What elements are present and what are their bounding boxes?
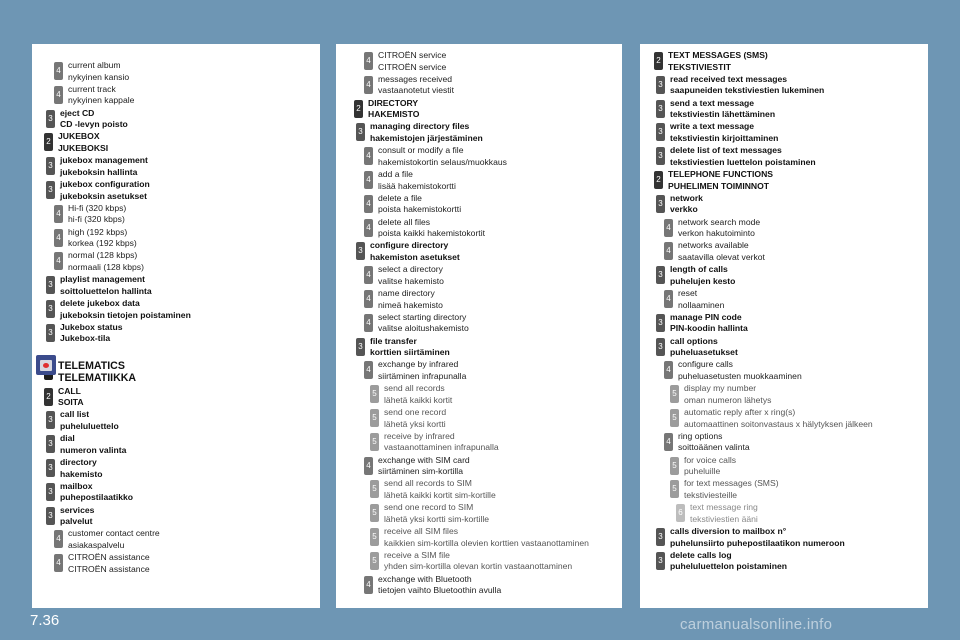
menu-column-3 (640, 44, 928, 608)
menu-item-label (384, 383, 452, 406)
label-fi: asiakaspalvelu (68, 540, 125, 551)
menu-item-label (670, 264, 735, 287)
label-en: call options (670, 335, 718, 346)
level-badge: 3 (656, 314, 665, 332)
level-badge: 3 (656, 123, 665, 141)
level-badge: 5 (670, 457, 679, 475)
label-fi: jukeboksin asetukset (60, 190, 147, 201)
label-en: DIRECTORY (368, 97, 419, 108)
label-en: messages received (378, 73, 453, 84)
label-fi: valitse aloitushakemisto (378, 323, 469, 334)
label-en: write a text message (670, 121, 755, 132)
label-en: eject CD (60, 107, 95, 118)
label-fi: PUHELIMEN TOIMINNOT (668, 180, 770, 191)
label-en: Jukebox status (60, 321, 123, 332)
menu-item-label (384, 407, 446, 430)
level-badge: 3 (656, 147, 665, 165)
label-en: current album (68, 60, 121, 70)
menu-item-label (378, 574, 501, 597)
level-badge: 3 (46, 110, 55, 128)
label-fi: normaali (128 kbps) (68, 261, 144, 272)
level-badge: 3 (656, 195, 665, 213)
label-fi: CITROËN assistance (68, 563, 150, 574)
menu-item-label (678, 359, 802, 382)
menu-item-label (670, 74, 824, 97)
label-fi: lisää hakemistokortti (378, 180, 456, 191)
menu-item-label (378, 145, 507, 168)
label-en: text message ring (690, 502, 758, 513)
label-en: TELEPHONE FUNCTIONS (668, 169, 774, 179)
menu-item-label (678, 431, 750, 454)
menu-item-label (60, 179, 150, 202)
menu-item-label (60, 433, 126, 456)
label-en: send one record (384, 407, 447, 417)
level-badge: 4 (664, 219, 673, 237)
menu-item-label (384, 431, 499, 454)
label-en: Hi-fi (320 kbps) (68, 202, 127, 213)
label-fi: vastaanotetut viestit (378, 85, 454, 96)
menu-item-label (378, 264, 444, 287)
label-en: delete calls log (670, 549, 732, 560)
label-fi: poista hakemistokortti (378, 204, 462, 215)
label-fi: numeron valinta (60, 444, 127, 455)
label-en: managing directory files (370, 121, 470, 132)
label-en: networks available (678, 240, 749, 251)
menu-item-label (384, 526, 589, 549)
menu-item-label (670, 526, 845, 549)
level-badge: 4 (364, 361, 373, 379)
level-badge: 3 (46, 483, 55, 501)
label-en: automatic reply after x ring(s) (684, 407, 796, 417)
label-fi: verkon hakutoiminto (678, 228, 755, 239)
label-en: call list (60, 409, 90, 420)
label-fi: puheluasetukset (670, 347, 738, 358)
menu-item-label (670, 121, 778, 144)
label-en: exchange with Bluetooth (378, 573, 472, 584)
level-badge: 4 (54, 229, 63, 247)
menu-item-label (384, 502, 489, 525)
label-en: high (192 kbps) (68, 226, 128, 237)
menu-item-label (684, 478, 779, 501)
label-en: configure directory (370, 240, 449, 251)
level-badge: 4 (364, 219, 373, 237)
label-fi: hakemistojen järjestäminen (370, 132, 483, 143)
menu-item-label (378, 312, 469, 335)
menu-item-label (58, 360, 136, 384)
level-badge: 3 (656, 266, 665, 284)
level-badge: 4 (364, 171, 373, 189)
level-badge: 4 (664, 361, 673, 379)
label-en: read received text messages (670, 73, 788, 84)
menu-item-label (384, 550, 572, 573)
label-fi: siirtäminen infrapunalla (378, 370, 467, 381)
level-badge: 4 (364, 147, 373, 165)
level-badge: 4 (364, 457, 373, 475)
watermark: carmanualsonline.info (680, 616, 833, 633)
level-badge: 5 (370, 433, 379, 451)
level-badge: 3 (46, 181, 55, 199)
menu-item-label (678, 288, 724, 311)
label-fi: TEKSTIVIESTIT (668, 61, 732, 72)
label-en: add a file (378, 169, 413, 179)
label-fi: lähetä yksi kortti sim-kortille (384, 513, 490, 524)
menu-item-label (68, 60, 129, 83)
label-fi: tekstiviestin kirjoittaminen (670, 132, 779, 143)
label-en: JUKEBOX (58, 131, 100, 142)
menu-item-label (684, 407, 873, 430)
label-fi: korttien siirtäminen (370, 347, 450, 358)
label-fi: korkea (192 kbps) (68, 238, 137, 249)
level-badge: 4 (664, 433, 673, 451)
menu-item-label (368, 98, 419, 121)
menu-item-label (60, 298, 191, 321)
menu-item-label (68, 528, 160, 551)
level-badge: 5 (370, 409, 379, 427)
label-en: TELEMATICS (58, 359, 125, 372)
label-fi: yhden sim-kortilla olevan kortin vastaanottaminen (384, 561, 573, 572)
label-en: ring options (678, 430, 723, 441)
label-fi: puheluluettelon poistaminen (670, 561, 787, 572)
menu-column-2 (336, 44, 622, 608)
label-fi: nykyinen kappale (68, 95, 135, 106)
menu-item-label (68, 250, 144, 273)
label-en: receive a SIM file (384, 549, 450, 560)
label-fi: CITROËN service (378, 61, 447, 72)
label-fi: JUKEBOKSI (58, 142, 109, 153)
label-en: select starting directory (378, 311, 467, 322)
label-en: exchange with SIM card (378, 454, 470, 465)
menu-item-label (60, 505, 94, 528)
label-en: normal (128 kbps) (68, 250, 138, 261)
label-en: for text messages (SMS) (684, 478, 779, 489)
menu-item-label (60, 322, 123, 345)
label-en: receive all SIM files (384, 526, 459, 536)
label-en: jukebox management (60, 155, 148, 166)
level-badge: 4 (54, 62, 63, 80)
menu-item-label (378, 50, 446, 73)
level-badge: 3 (46, 157, 55, 175)
label-en: select a directory (378, 264, 443, 275)
level-badge: 3 (46, 324, 55, 342)
menu-item-label (370, 240, 460, 263)
level-badge: 3 (656, 76, 665, 94)
label-en: TEXT MESSAGES (SMS) (668, 50, 768, 60)
level-badge: 2 (44, 133, 53, 151)
label-en: network search mode (678, 216, 761, 227)
label-en: delete a file (378, 192, 422, 203)
menu-item-label (60, 274, 152, 297)
label-fi: saatavilla olevat verkot (678, 251, 765, 262)
label-fi: hakemisto (60, 468, 103, 479)
label-en: delete jukebox data (60, 298, 140, 308)
level-badge: 6 (676, 504, 685, 522)
menu-item-label (684, 455, 736, 478)
label-en: delete list of text messages (670, 145, 782, 156)
menu-item-label (378, 455, 470, 478)
level-badge: 4 (54, 86, 63, 104)
menu-item-label (68, 552, 150, 575)
level-badge: 4 (54, 554, 63, 572)
level-badge: 5 (670, 409, 679, 427)
level-badge: 5 (370, 552, 379, 570)
label-en: length of calls (670, 264, 728, 275)
label-fi: puheluluettelo (60, 421, 119, 432)
label-fi: valitse hakemisto (378, 275, 444, 286)
level-badge: 5 (670, 480, 679, 498)
menu-item-label (690, 502, 758, 525)
menu-item-label (60, 155, 148, 178)
level-badge: 3 (46, 411, 55, 429)
menu-item-label (384, 478, 496, 501)
level-badge: 5 (370, 385, 379, 403)
menu-item-label (668, 50, 768, 73)
label-fi: vastaanottaminen infrapunalla (384, 442, 499, 453)
label-en: dial (60, 433, 75, 444)
menu-item-label (60, 457, 103, 480)
label-fi: nykyinen kansio (68, 71, 130, 82)
label-en: exchange by infrared (378, 359, 459, 370)
label-en: receive by infrared (384, 430, 455, 441)
menu-item-label (670, 145, 816, 168)
level-badge: 4 (54, 205, 63, 223)
menu-item-label (378, 288, 443, 311)
label-fi: oman numeron lähetys (684, 394, 772, 405)
label-en: directory (60, 457, 97, 468)
label-fi: lähetä kaikki kortit sim-kortille (384, 489, 496, 500)
level-badge: 5 (370, 528, 379, 546)
label-fi: soittoluettelon hallinta (60, 285, 152, 296)
label-fi: PIN-koodin hallinta (670, 323, 748, 334)
label-en: calls diversion to mailbox n° (670, 526, 787, 536)
menu-item-label (678, 240, 765, 263)
level-badge: 3 (46, 435, 55, 453)
menu-item-label (58, 131, 108, 154)
label-fi: jukeboksin hallinta (60, 166, 138, 177)
menu-item-label (60, 409, 119, 432)
label-fi: kaikkien sim-kortilla olevien korttien vastaanottaminen (384, 537, 589, 548)
level-badge: 4 (54, 530, 63, 548)
level-badge: 3 (656, 528, 665, 546)
level-badge: 4 (364, 52, 373, 70)
level-badge: 2 (44, 388, 53, 406)
label-en: display my number (684, 383, 757, 394)
label-fi: SOITA (58, 397, 84, 408)
level-badge: 3 (356, 338, 365, 356)
label-fi: puhelujen kesto (670, 275, 736, 286)
menu-item-label (378, 359, 466, 382)
label-fi: hakemiston asetukset (370, 251, 460, 262)
level-badge: 2 (654, 171, 663, 189)
label-fi: Jukebox-tila (60, 333, 111, 344)
menu-item-label (670, 98, 775, 121)
label-en: for voice calls (684, 454, 737, 465)
label-fi: tekstiviestien ääni (690, 513, 758, 524)
label-fi: jukeboksin tietojen poistaminen (60, 309, 191, 320)
menu-item-label (378, 193, 461, 216)
label-en: send one record to SIM (384, 502, 474, 513)
label-fi: siirtäminen sim-kortilla (378, 466, 463, 477)
label-fi: hakemistokortin selaus/muokkaus (378, 156, 507, 167)
label-fi: tekstiviestien luettelon poistaminen (670, 156, 816, 167)
label-en: customer contact centre (68, 528, 160, 539)
label-fi: hi-fi (320 kbps) (68, 214, 125, 225)
level-badge: 5 (370, 480, 379, 498)
label-fi: palvelut (60, 516, 93, 527)
level-badge: 3 (356, 242, 365, 260)
menu-item-label (670, 550, 787, 573)
menu-item-label (68, 227, 137, 250)
label-fi: tietojen vaihto Bluetoothin avulla (378, 585, 502, 596)
menu-item-label (668, 169, 773, 192)
label-fi: CD -levyn poisto (60, 119, 128, 130)
label-en: name directory (378, 288, 435, 298)
label-fi: puheluasetusten muokkaaminen (678, 370, 802, 381)
label-en: file transfer (370, 335, 417, 346)
level-badge: 3 (656, 552, 665, 570)
label-en: CITROËN service (378, 50, 447, 60)
level-badge: 3 (656, 338, 665, 356)
label-en: services (60, 504, 95, 515)
level-badge: 4 (364, 576, 373, 594)
menu-item-label (670, 336, 738, 359)
menu-item-label (60, 481, 133, 504)
label-en: consult or modify a file (378, 145, 464, 156)
level-badge: 3 (46, 459, 55, 477)
menu-item-label (678, 217, 760, 240)
label-en: send a text message (670, 97, 755, 108)
level-badge: 3 (46, 276, 55, 294)
label-fi: automaattinen soitonvastaus x hälytyksen jälkeen (684, 418, 873, 429)
label-fi: lähetä yksi kortti (384, 418, 446, 429)
label-fi: soittoäänen valinta (678, 442, 750, 453)
label-en: jukebox configuration (60, 179, 150, 189)
level-badge: 4 (664, 290, 673, 308)
label-fi: saapuneiden tekstiviestien lukeminen (670, 85, 825, 96)
label-en: network (670, 192, 703, 203)
label-fi: HAKEMISTO (368, 109, 420, 120)
level-badge: 2 (354, 100, 363, 118)
level-badge: 4 (364, 195, 373, 213)
menu-item-label (58, 386, 84, 409)
label-en: mailbox (60, 480, 93, 491)
menu-item-label (684, 383, 771, 406)
label-fi: tekstiviesteille (684, 489, 738, 500)
menu-item-label (378, 217, 485, 240)
menu-column-1 (32, 44, 320, 608)
label-fi: puhelunsiirto puhepostilaatikon numeroon (670, 537, 845, 548)
menu-item-label (378, 74, 454, 97)
level-badge: 3 (46, 300, 55, 318)
menu-item-label (670, 193, 703, 216)
label-fi: puheluille (684, 466, 721, 477)
label-en: delete all files (378, 216, 431, 227)
level-badge: 4 (364, 314, 373, 332)
label-en: send all records to SIM (384, 478, 472, 489)
level-badge: 4 (364, 266, 373, 284)
menu-item-label (68, 84, 134, 107)
menu-item-label (370, 336, 450, 359)
label-en: manage PIN code (670, 311, 742, 322)
menu-item-label (60, 108, 128, 131)
page-number: 7.36 (30, 612, 60, 629)
menu-item-label (68, 203, 126, 226)
level-badge: 5 (670, 385, 679, 403)
label-en: CALL (58, 385, 81, 396)
label-fi: TELEMATIIKKA (58, 371, 137, 384)
menu-item-label (378, 169, 456, 192)
menu-item-label (670, 312, 748, 335)
label-fi: poista kaikki hakemistokortit (378, 228, 485, 239)
label-en: playlist management (60, 274, 146, 285)
level-badge: 3 (656, 100, 665, 118)
label-en: current track (68, 83, 116, 94)
label-fi: nimeä hakemisto (378, 299, 443, 310)
label-fi: puhepostilaatikko (60, 492, 134, 503)
label-fi: verkko (670, 204, 698, 215)
label-en: configure calls (678, 359, 733, 370)
label-en: reset (678, 288, 698, 298)
level-badge: 3 (356, 123, 365, 141)
level-badge: 4 (54, 252, 63, 270)
level-badge: 2 (654, 52, 663, 70)
label-en: CITROËN assistance (68, 552, 150, 563)
level-badge: 4 (664, 242, 673, 260)
label-fi: lähetä kaikki kortit (384, 394, 453, 405)
level-badge: 4 (364, 76, 373, 94)
label-fi: tekstiviestin lähettäminen (670, 109, 776, 120)
telematics-icon (36, 355, 56, 375)
label-en: send all records (384, 383, 445, 394)
menu-item-label (370, 121, 483, 144)
label-fi: nollaaminen (678, 299, 725, 310)
level-badge: 4 (364, 290, 373, 308)
level-badge: 5 (370, 504, 379, 522)
level-badge: 3 (46, 507, 55, 525)
